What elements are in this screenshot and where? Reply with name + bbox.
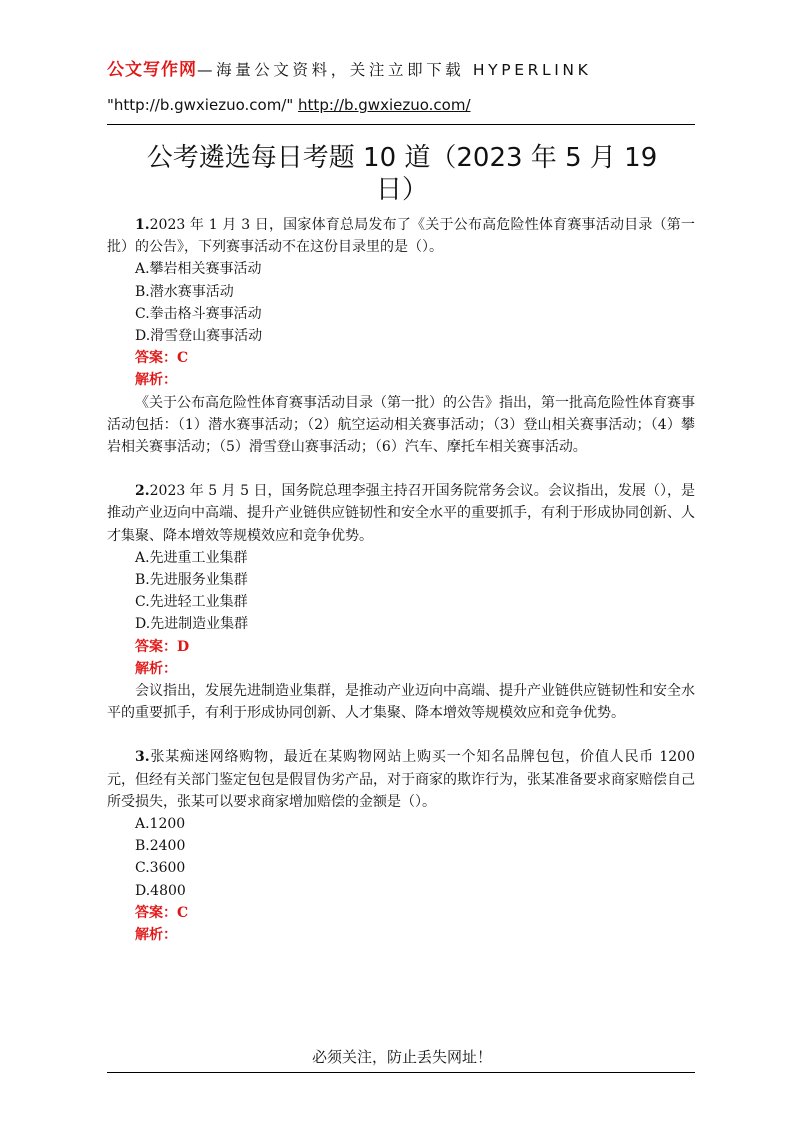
header-link-line [107, 96, 471, 114]
question-3-analysis-label: 解析： [135, 927, 177, 944]
question-2-stem: 2.2023 年 5 月 5 日，国务院总理李强主持召开国务院常务会议。会议指出，发展（），是推动产业迈向中高端、提升产业链供应链韧性和安全水平的重要抓手，有利于形成协同创新、人才集聚、降本增效等规模效应和竞争优势。 [107, 483, 695, 544]
question-1-option-b: B.潜水赛事活动 [135, 283, 234, 300]
title-line-1: 公考遴选每日考题 10 道（2023 年 5 月 19 [146, 143, 658, 173]
question-1-option-a: A.攀岩相关赛事活动 [135, 261, 262, 278]
question-3-option-d: D.4800 [135, 882, 186, 899]
question-2-option-d: D.先进制造业集群 [135, 616, 249, 633]
question-2-analysis: 会议指出，发展先进制造业集群，是推动产业迈向中高端、提升产业链供应链韧性和安全水平的重要抓手，有利于形成协同创新、人才集聚、降本增效等规模效应和竞争优势。 [107, 683, 695, 722]
header-link-field: "http://b.gwxiezuo.com/" [107, 96, 294, 114]
question-3-option-b: B.2400 [135, 838, 186, 855]
header-rule [107, 124, 695, 125]
question-1-analysis-label: 解析： [135, 372, 177, 389]
question-2-option-a: A.先进重工业集群 [135, 549, 248, 566]
footer-rule [107, 1072, 695, 1073]
question-3-stem: 3.张某痴迷网络购物，最近在某购物网站上购买一个知名品牌包包，价值人民币 1200 元，但经有关部门鉴定包包是假冒伪劣产品，对于商家的欺诈行为，张某准备要求商家赔偿自己所受损失，张某可以要求商家增加赔偿的金额是（）。 [107, 749, 695, 810]
question-1-analysis: 《关于公布高危险性体育赛事活动目录（第一批）的公告》指出，第一批高危险性体育赛事活动包括：（1）潜水赛事活动；（2）航空运动相关赛事活动；（3）登山相关赛事活动；（4）攀岩相关赛事活动；（5）滑雪登山赛事活动；（6）汽车、摩托车相关赛事活动。 [107, 394, 695, 456]
question-1-option-d: D.滑雪登山赛事活动 [135, 328, 263, 345]
question-2-answer: 答案：D [135, 638, 190, 655]
question-3-option-c: C.3600 [135, 860, 186, 877]
page-title [107, 142, 697, 206]
header-tagline: —海量公文资料，关注立即下载 HYPERLINK [197, 61, 592, 79]
question-1-option-c: C.拳击格斗赛事活动 [135, 305, 262, 322]
question-2-option-b: B.先进服务业集群 [135, 572, 248, 589]
question-1-stem: 1.2023 年 1 月 3 日，国家体育总局发布了《关于公布高危险性体育赛事活动目录（第一批）的公告》，下列赛事活动不在这份目录里的是（）。 [107, 217, 695, 256]
title-line-2: 日） [375, 175, 428, 205]
footer-note: 必须关注，防止丢失网址！ [311, 1048, 492, 1066]
question-list [107, 214, 695, 946]
brand-logo-text[interactable]: 公文写作网 [107, 60, 197, 80]
header-link[interactable]: http://b.gwxiezuo.com/ [298, 96, 471, 114]
question-2-option-c: C.先进轻工业集群 [135, 594, 248, 611]
site-header [107, 58, 697, 82]
question-3-answer: 答案：C [135, 904, 189, 921]
question-3-option-a: A.1200 [135, 816, 186, 833]
question-1-answer: 答案：C [135, 350, 189, 367]
question-2-analysis-label: 解析： [135, 660, 177, 677]
